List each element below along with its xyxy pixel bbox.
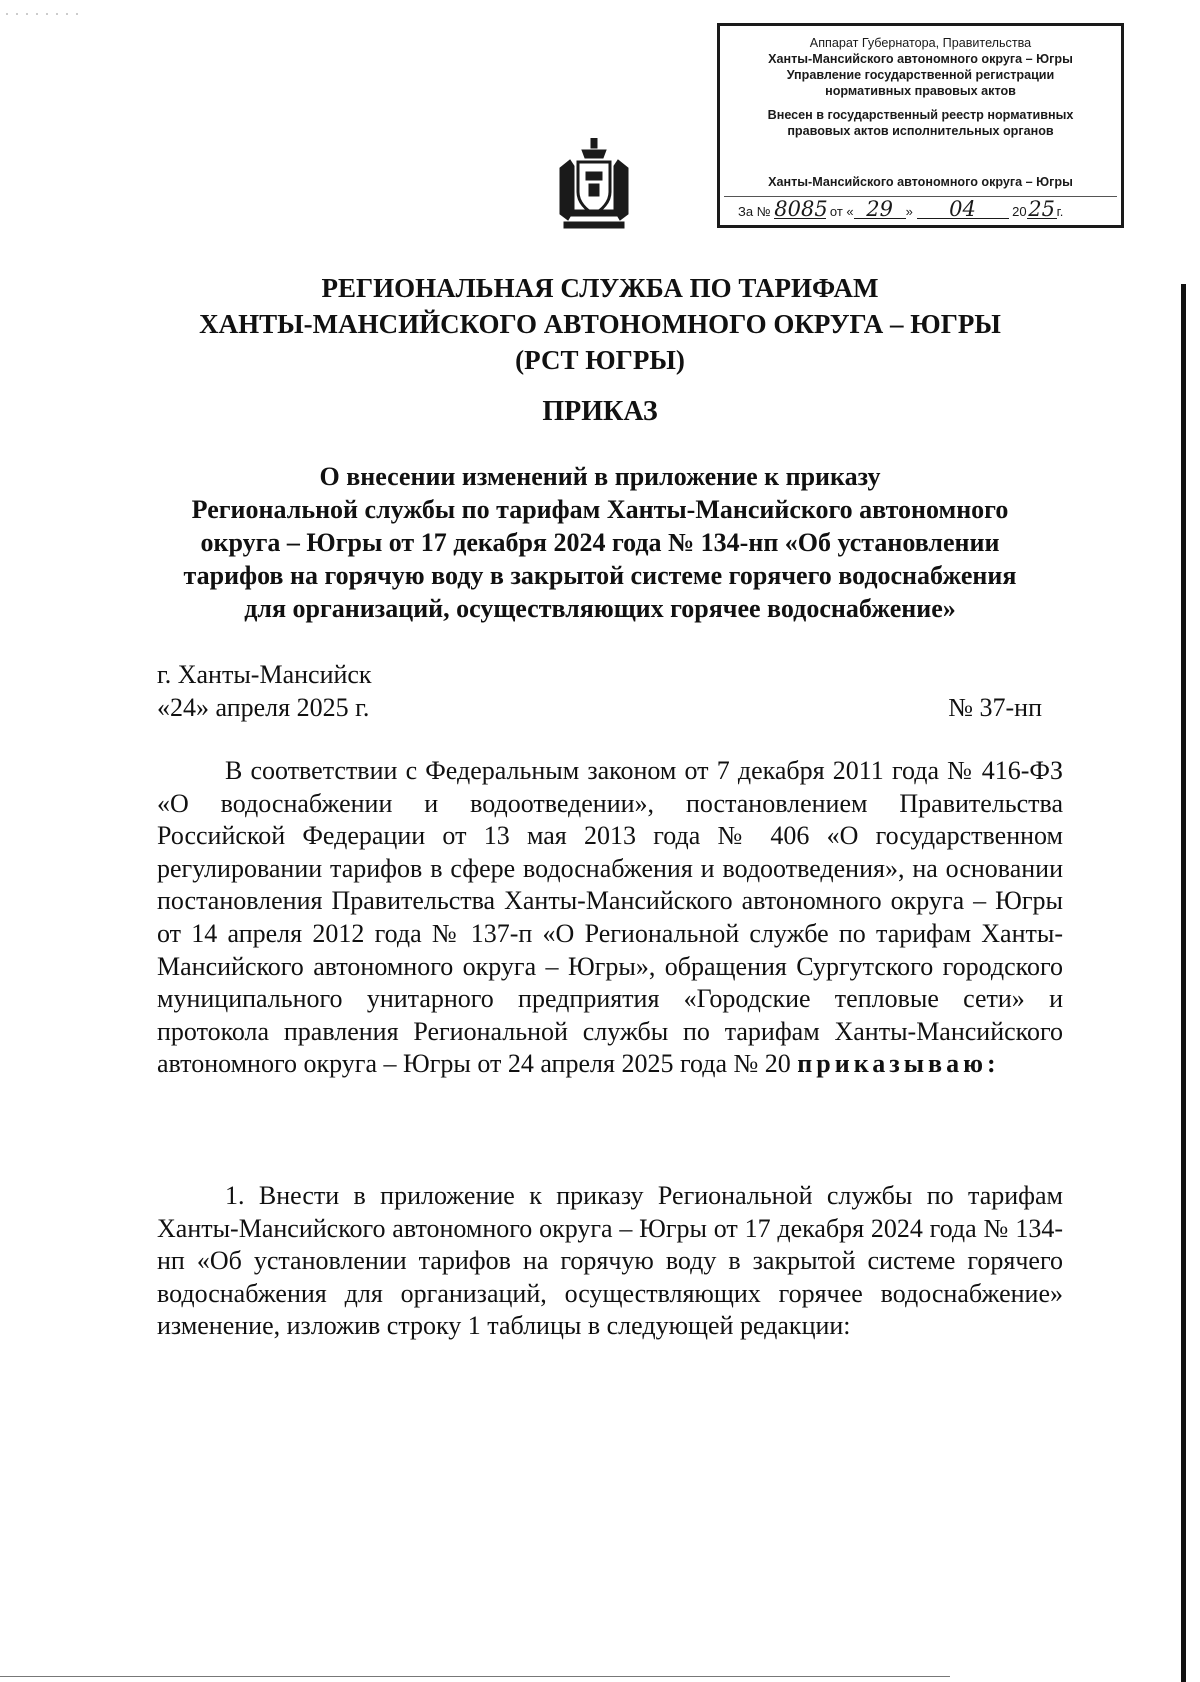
subject-line: округа – Югры от 17 декабря 2024 года № 134-нп «Об установлении (200, 528, 1000, 557)
agency-line: ХАНТЫ-МАНСИЙСКОГО АВТОНОМНОГО ОКРУГА – ЮГРЫ (199, 309, 1001, 339)
stamp-reg-number: 8085 (774, 197, 828, 221)
registration-stamp (717, 23, 1124, 228)
document-subject (120, 460, 1080, 625)
scan-bottom-line (0, 1676, 950, 1677)
stamp-reg-from: от « (829, 204, 854, 219)
order-word: приказываю: (797, 1049, 1000, 1079)
stamp-reg-month: 04 (917, 200, 1009, 219)
stamp-reg-suffix: г. (1056, 204, 1064, 219)
subject-line: О внесении изменений в приложение к приказу (319, 462, 881, 491)
agency-line: (РСТ ЮГРЫ) (515, 345, 685, 375)
stamp-reg-day: 29 (854, 200, 906, 219)
stamp-line: Аппарат Губернатора, Правительства (809, 36, 1032, 50)
preamble-text: В соответствии с Федеральным законом от 7 декабря 2011 года № 416-ФЗ «О водоснабжении и водоотведении», постановлением Правительства Российской Федерации от 13 мая 2013 года № 406 «О государственном регулировании тарифов в сфере водоснабжения и водоотведения», на основании постановления Правительства Ханты-Мансийского автономного округа – Югры от 14 апреля 2012 года № 137-п «О Региональной службе по тарифам Ханты-Мансийского автономного округа – Югры», обращения Сургутского городского муниципального унитарного предприятия «Городские тепловые сети» и протокола правления Региональной службы по тарифам Ханты-Мансийского автономного округа – Югры от 24 апреля 2025 года № 20 (157, 756, 1063, 1079)
stamp-line: нормативных правовых актов (825, 84, 1016, 98)
preamble-paragraph (157, 755, 1063, 1081)
stamp-line: Управление государственной регистрации (786, 68, 1055, 82)
stamp-reg-prefix: За № (738, 204, 771, 219)
stamp-reg-year-prefix: 20 (1012, 204, 1027, 219)
stamp-line: Внесен в государственный реестр нормативных (767, 108, 1074, 122)
document-city: г. Ханты-Мансийск (157, 660, 372, 689)
subject-line: Региональной службы по тарифам Ханты-Мансийского автономного (191, 495, 1009, 524)
document-type: ПРИКАЗ (542, 396, 658, 427)
document-date: «24» апреля 2025 г. (157, 693, 370, 722)
document-number: № 37-нп (948, 693, 1042, 722)
scan-specks (0, 0, 120, 30)
stamp-reg-year: 25 (1028, 197, 1055, 221)
clause-1-text: 1. Внести в приложение к приказу Региональной службы по тарифам Ханты-Мансийского автономного округа – Югры от 17 декабря 2024 года № 134-нп «Об установлении тарифов на горячую воду в закрытой системе горячего водоснабжения для организаций, осуществляющих горячее водоснабжение» изменение, изложив строку 1 таблицы в следующей редакции: (157, 1181, 1063, 1341)
clause-1-paragraph (157, 1180, 1063, 1343)
stamp-registration-line (738, 197, 1111, 221)
agency-name (100, 270, 1100, 378)
stamp-place: Ханты-Мансийского автономного округа – Югры (768, 175, 1073, 189)
scan-edge (1181, 284, 1186, 1682)
subject-line: тарифов на горячую воду в закрытой системе горячего водоснабжения (183, 561, 1017, 590)
coat-of-arms-icon (556, 138, 632, 232)
stamp-reg-sep: » (905, 204, 913, 219)
agency-line: РЕГИОНАЛЬНАЯ СЛУЖБА ПО ТАРИФАМ (321, 273, 879, 303)
subject-line: для организаций, осуществляющих горячее водоснабжение» (244, 594, 956, 623)
stamp-line: правовых актов исполнительных органов (787, 124, 1054, 138)
stamp-line: Ханты-Мансийского автономного округа – Югры (768, 52, 1073, 66)
